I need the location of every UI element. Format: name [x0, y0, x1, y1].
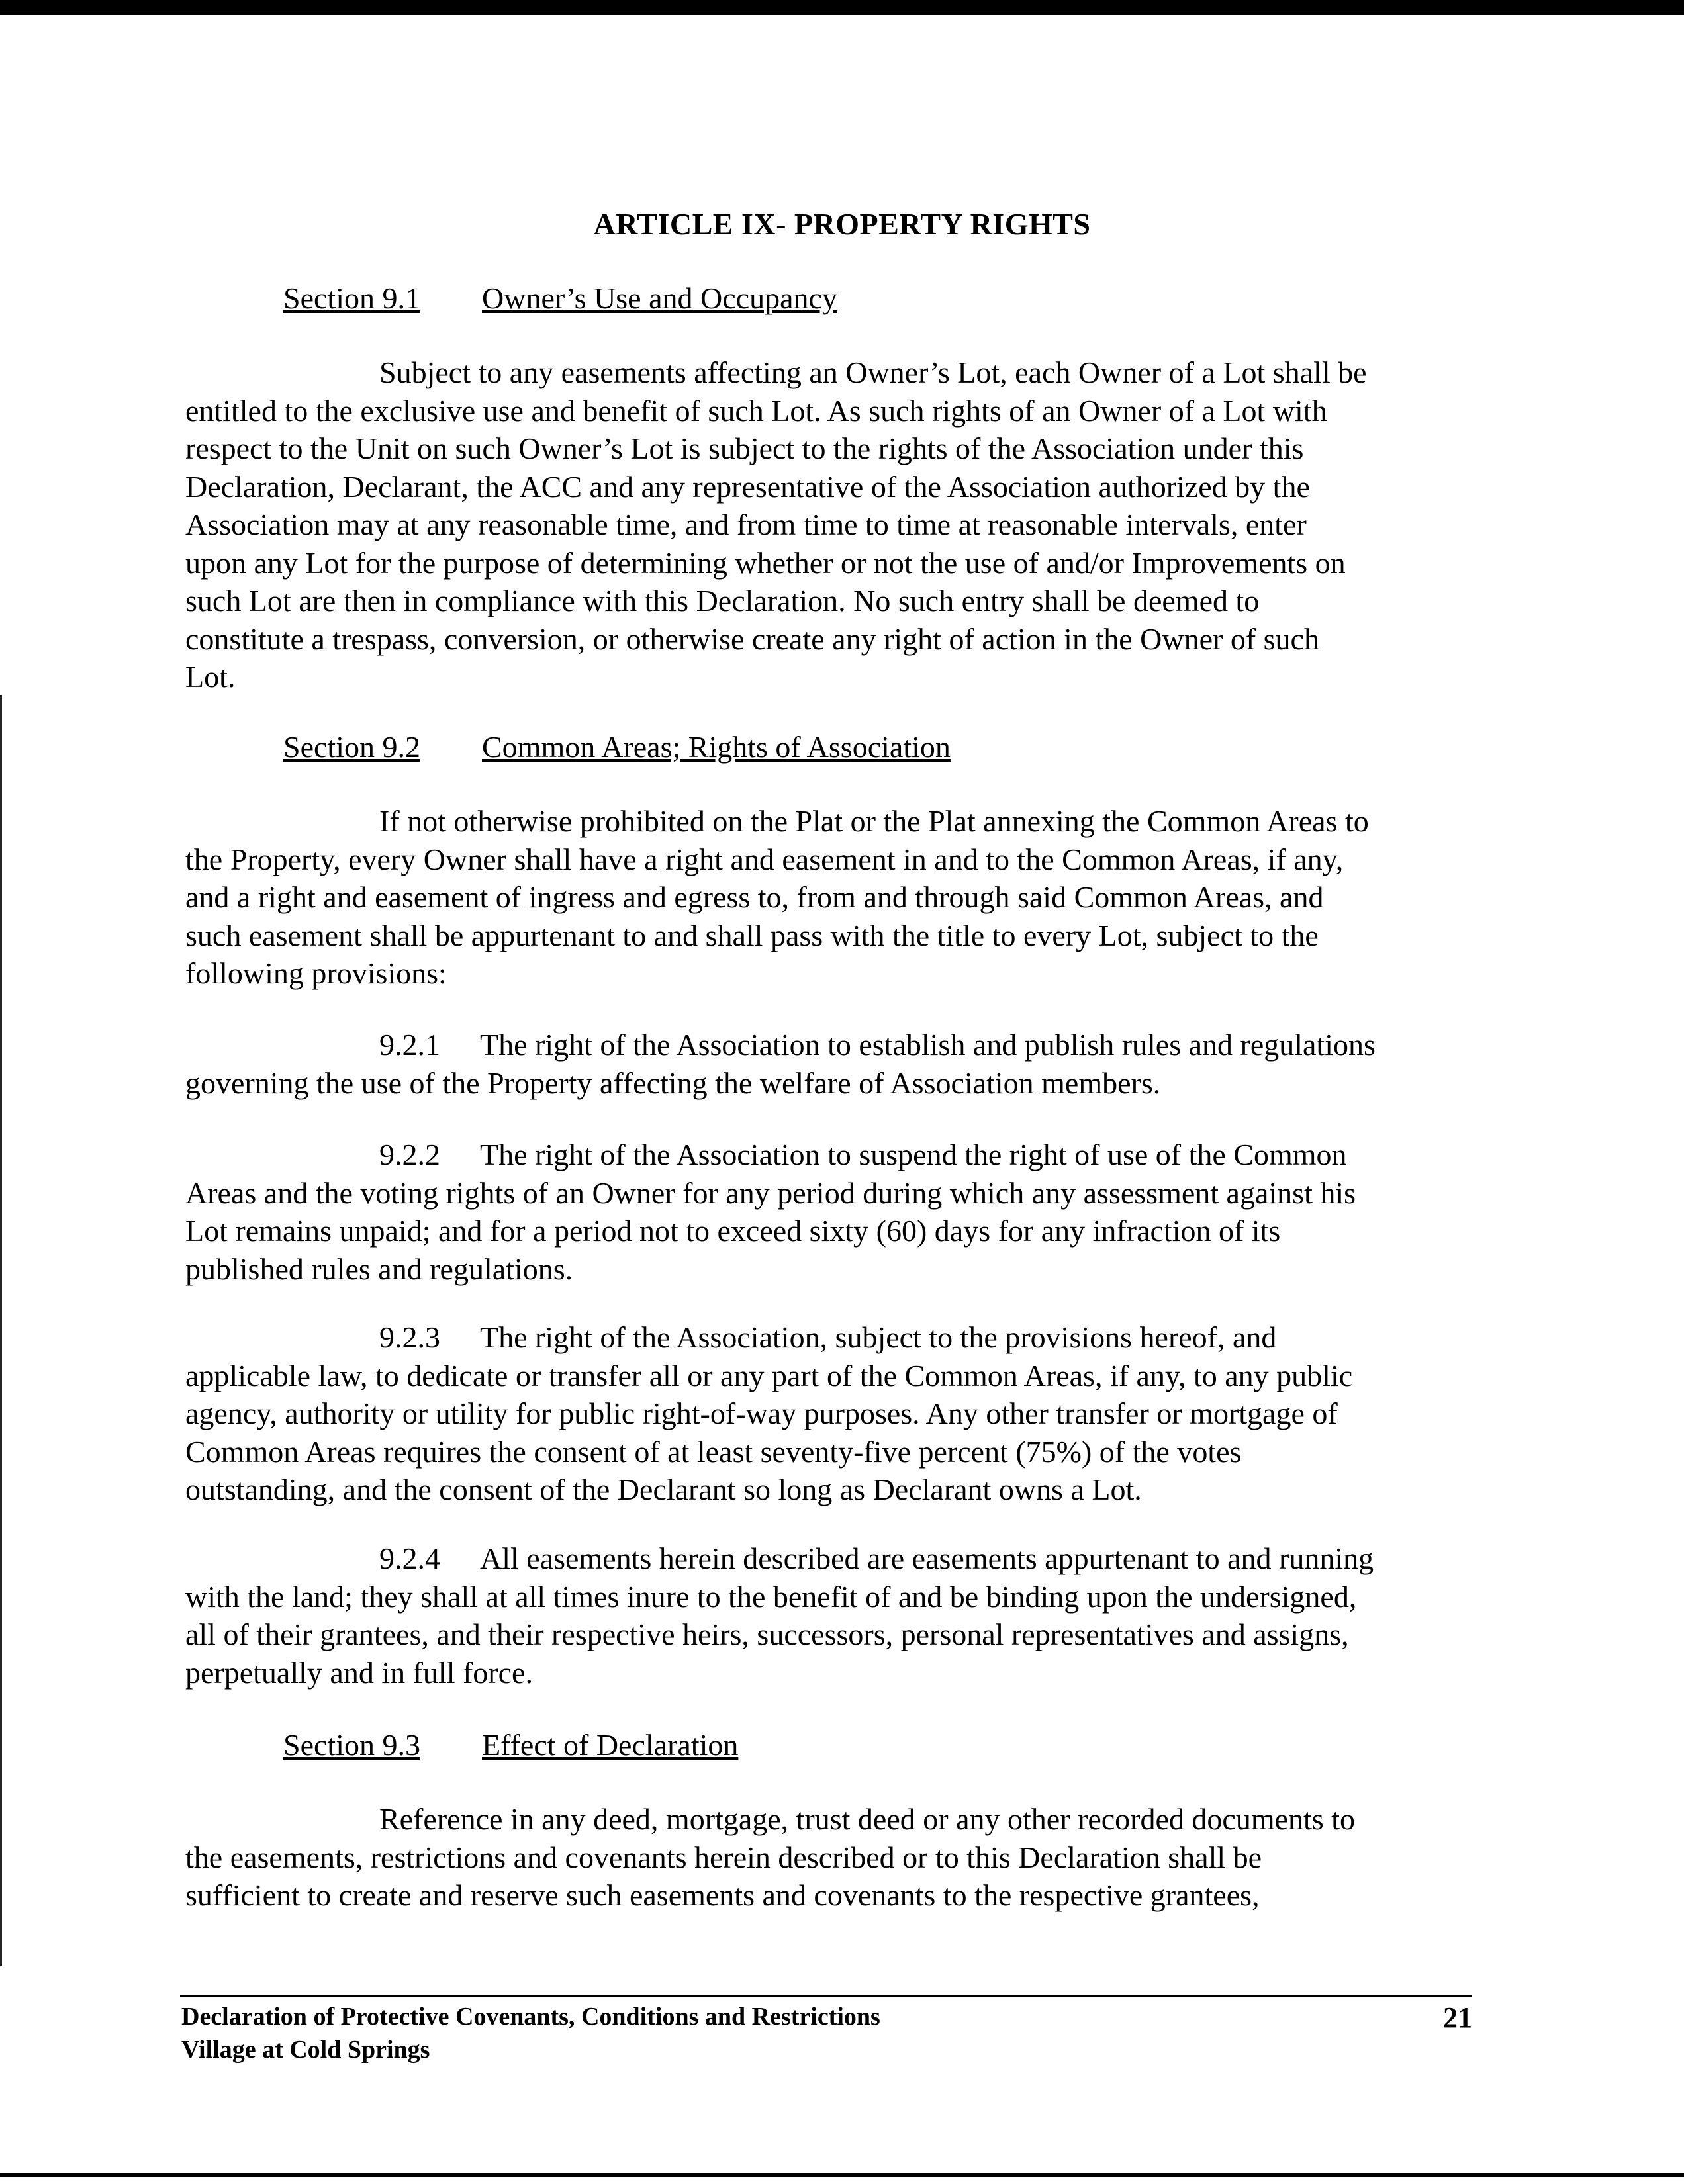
text-fragment: The right of the Association to suspend the right of use of the Common — [480, 1138, 1347, 1171]
text-line: upon any Lot for the purpose of determining whether or not the use of and/or Improvements on — [185, 545, 1346, 580]
text-line: Subject to any easements affecting an Owner’s Lot, each Owner of a Lot shall be — [379, 355, 1367, 389]
section-title: Effect of Declaration — [482, 1728, 739, 1762]
scan-border-top — [0, 0, 1684, 15]
text-line: with the land; they shall at all times inure to the benefit of and be binding upon the undersigned, — [185, 1579, 1357, 1614]
text-line: and a right and easement of ingress and egress to, from and through said Common Areas, and — [185, 880, 1324, 914]
section-number: Section 9.2 — [283, 730, 420, 764]
paragraph-effect-of-declaration — [185, 1800, 1463, 1915]
text-fragment: All easements herein described are easements appurtenant to and running — [480, 1541, 1374, 1575]
subsection-9-2-1 — [185, 1026, 1463, 1102]
text-fragment: The right of the Association to establish and publish rules and regulations — [480, 1028, 1376, 1062]
paragraph-common-areas — [185, 802, 1463, 993]
subsection-9-2-2 — [185, 1136, 1463, 1288]
text-line: Areas and the voting rights of an Owner for any period during which any assessment against his — [185, 1175, 1356, 1210]
subsection-number: 9.2.4 — [379, 1541, 440, 1575]
text-line: published rules and regulations. — [185, 1251, 573, 1286]
footer-document-title: Declaration of Protective Covenants, Conditions and Restrictions — [181, 2003, 880, 2030]
text-line: Lot. — [185, 660, 236, 694]
text-line: Reference in any deed, mortgage, trust deed or any other recorded documents to — [379, 1802, 1355, 1836]
section-title: Common Areas; Rights of Association — [482, 730, 951, 764]
paragraph-owners-use — [185, 353, 1463, 696]
text-line: sufficient to create and reserve such easements and covenants to the respective grantees, — [185, 1878, 1260, 1912]
footer-divider — [180, 1995, 1472, 1997]
section-heading-9-1 — [283, 281, 837, 316]
subsection-9-2-3 — [185, 1318, 1463, 1509]
section-number: Section 9.1 — [283, 281, 420, 315]
subsection-number: 9.2.2 — [379, 1138, 440, 1171]
text-line: applicable law, to dedicate or transfer all or any part of the Common Areas, if any, to any public — [185, 1358, 1353, 1392]
text-line: Declaration, Declarant, the ACC and any representative of the Association authorized by the — [185, 469, 1310, 504]
section-heading-9-2 — [283, 729, 951, 764]
text-line — [185, 1136, 1463, 1174]
page-number: 21 — [1443, 2001, 1472, 2034]
subsection-number: 9.2.3 — [379, 1320, 440, 1354]
page-footer — [181, 2000, 1472, 2066]
text-line: governing the use of the Property affecting the welfare of Association members. — [185, 1066, 1161, 1100]
text-line: entitled to the exclusive use and benefit of such Lot. As such rights of an Owner of a Lot with — [185, 393, 1327, 428]
text-line — [185, 1026, 1463, 1064]
text-line: constitute a trespass, conversion, or otherwise create any right of action in the Owner of such — [185, 621, 1319, 656]
subsection-number: 9.2.1 — [379, 1028, 440, 1062]
text-line: Common Areas requires the consent of at least seventy-five percent (75%) of the votes — [185, 1434, 1242, 1469]
text-line: Lot remains unpaid; and for a period not to exceed sixty (60) days for any infraction of its — [185, 1214, 1281, 1248]
footer-community-name: Village at Cold Springs — [181, 2036, 430, 2064]
text-line: the easements, restrictions and covenants herein described or to this Declaration shall be — [185, 1840, 1262, 1874]
section-number: Section 9.3 — [283, 1728, 420, 1762]
text-line: respect to the Unit on such Owner’s Lot is subject to the rights of the Association under this — [185, 432, 1304, 465]
text-line: perpetually and in full force. — [185, 1655, 533, 1690]
section-heading-9-3 — [283, 1727, 738, 1762]
text-line: such Lot are then in compliance with this Declaration. No such entry shall be deemed to — [185, 584, 1260, 617]
text-line: agency, authority or utility for public right-of-way purposes. Any other transfer or mortgage of — [185, 1396, 1338, 1430]
text-line: all of their grantees, and their respective heirs, successors, personal representatives and assigns, — [185, 1617, 1349, 1651]
text-line: following provisions: — [185, 956, 447, 990]
section-title: Owner’s Use and Occupancy — [482, 281, 837, 315]
text-line — [185, 1318, 1463, 1357]
text-line: If not otherwise prohibited on the Plat or the Plat annexing the Common Areas to — [379, 804, 1369, 838]
text-line: the Property, every Owner shall have a right and easement in and to the Common Areas, if any, — [185, 842, 1344, 876]
text-line: such easement shall be appurtenant to and shall pass with the title to every Lot, subject to the — [185, 918, 1319, 952]
text-fragment: The right of the Association, subject to the provisions hereof, and — [480, 1320, 1277, 1354]
text-line: outstanding, and the consent of the Declarant so long as Declarant owns a Lot. — [185, 1473, 1142, 1506]
scan-border-bottom — [0, 2173, 1684, 2177]
text-line: Association may at any reasonable time, and from time to time at reasonable intervals, enter — [185, 508, 1307, 541]
text-line — [185, 1539, 1463, 1578]
subsection-9-2-4 — [185, 1539, 1463, 1692]
page-title: ARTICLE IX- PROPERTY RIGHTS — [593, 207, 1091, 241]
scan-border-left — [0, 695, 2, 1966]
